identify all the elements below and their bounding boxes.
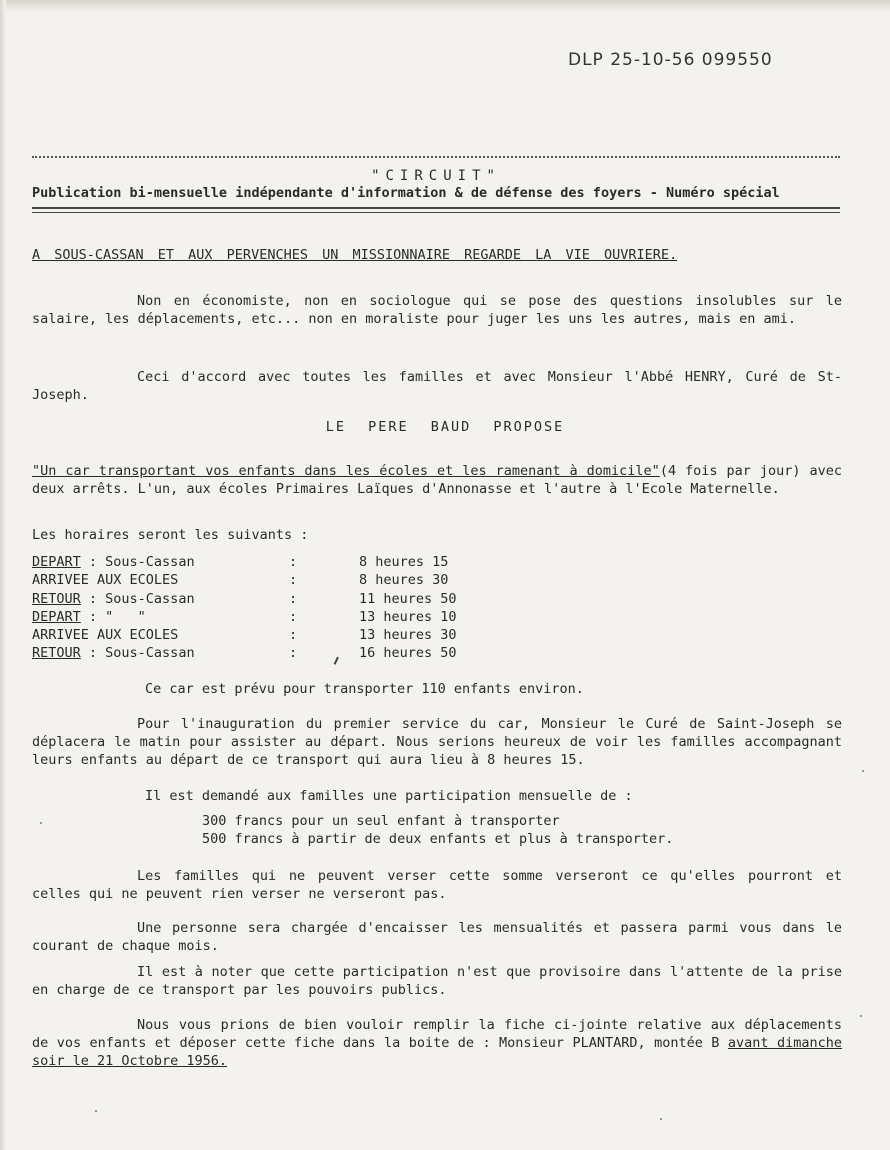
closing-deadline: avant dimanche soir le 21 Octobre 1956. (32, 1035, 842, 1069)
fee-item: 500 francs à partir de deux enfants et plus à transporter. (202, 831, 674, 847)
schedule-time: 13 heures 10 (359, 608, 457, 625)
accord-paragraph: Ceci d'accord avec toutes les familles et avec Monsieur l'Abbé HENRY, Curé de St-Joseph. (32, 369, 842, 403)
fee-item: 300 francs pour un seul enfant à transporter (202, 813, 560, 829)
families-paragraph: Les familles qui ne peuvent verser cette somme verseront ce qu'elles pourront et celles qui ne peuvent rien verser ne verseront pas. (32, 868, 842, 902)
scan-speck (40, 822, 42, 824)
schedule-intro: Les horaires seront les suivants : (32, 527, 309, 543)
inauguration-paragraph: Pour l'inauguration du premier service du car, Monsieur le Curé de Saint-Joseph se déplacera le matin pour assister au départ. Nous serions heureux de voir les familles accompagnant leurs enfants au départ de ce transport qui aura lieu à 8 heures 15. (32, 716, 842, 768)
masthead-rule-bottom (32, 207, 840, 209)
fees-list (202, 812, 673, 848)
proposal-paragraph (32, 462, 842, 498)
masthead-rule-top (32, 156, 840, 158)
masthead-subtitle: Publication bi-mensuelle indépendante d'information & de défense des foyers - Numéro spécial (32, 185, 780, 201)
scan-speck (862, 770, 864, 772)
scan-speck (95, 1110, 97, 1112)
proposal-rest: (4 fois par jour) avec deux arrêts. L'un, aux écoles Primaires Laïques d'Annonasse et l'autre à l'Ecole Maternelle. (32, 463, 842, 497)
scan-speck (660, 1118, 662, 1120)
closing-paragraph (32, 1016, 842, 1070)
schedule-row: RETOUR : Sous-Cassan : 11 heures 50 (32, 590, 479, 608)
proposal-heading: LE PERE BAUD PROPOSE (325, 419, 565, 435)
schedule-time: 16 heures 50 (359, 645, 457, 662)
collector-paragraph: Une personne sera chargée d'encaisser les mensualités et passera parmi vous dans le courant de chaque mois. (32, 920, 842, 954)
schedule-row: DEPART : " " : 13 heures 10 (32, 608, 479, 626)
scan-speck (860, 1015, 862, 1017)
schedule-time: 13 heures 30 (359, 627, 457, 644)
masthead-title: "CIRCUIT" (371, 168, 501, 184)
schedule-row: RETOUR : Sous-Cassan : 16 heures 50 (32, 644, 479, 662)
schedule-row: ARRIVEE AUX ECOLES : 13 heures 30 (32, 626, 479, 644)
archive-stamp: DLP 25-10-56 099550 (568, 50, 773, 70)
schedule-row: ARRIVEE AUX ECOLES : 8 heures 30 (32, 571, 479, 589)
scan-edge-top (0, 0, 890, 12)
schedule-time: 8 heures 15 (359, 554, 449, 570)
intro-paragraph: Non en économiste, non en sociologue qui se pose des questions insolubles sur le salaire, les déplacements, etc... non en moraliste pour juger les uns les autres, mais en ami. (32, 293, 842, 327)
schedule-row: DEPART : Sous-Cassan : 8 heures 15 (32, 553, 479, 571)
masthead-rule-bottom-thin (32, 212, 840, 213)
article-headline: A SOUS-CASSAN ET AUX PERVENCHES UN MISSIONNAIRE REGARDE LA VIE OUVRIERE. (32, 247, 678, 263)
schedule-time: 8 heures 30 (359, 572, 449, 589)
provisional-paragraph: Il est à noter que cette participation n'est que provisoire dans l'attente de la prise en charge de ce transport par les pouvoirs publics. (32, 964, 842, 998)
schedule-time: 11 heures 50 (359, 590, 457, 607)
closing-main: Nous vous prions de bien vouloir remplir la fiche ci-jointe relative aux déplacements de vos enfants et déposer cette fiche dans la boite de : Monsieur PLANTARD, montée B (32, 1017, 842, 1051)
participation-line: Il est demandé aux familles une participation mensuelle de : (145, 788, 633, 804)
capacity-line: Ce car est prévu pour transporter 110 enfants environ. (145, 681, 584, 697)
schedule-table (32, 553, 479, 663)
proposal-quote: "Un car transportant vos enfants dans les écoles et les ramenant à domicile" (32, 463, 660, 479)
scan-edge-left (0, 0, 6, 1150)
